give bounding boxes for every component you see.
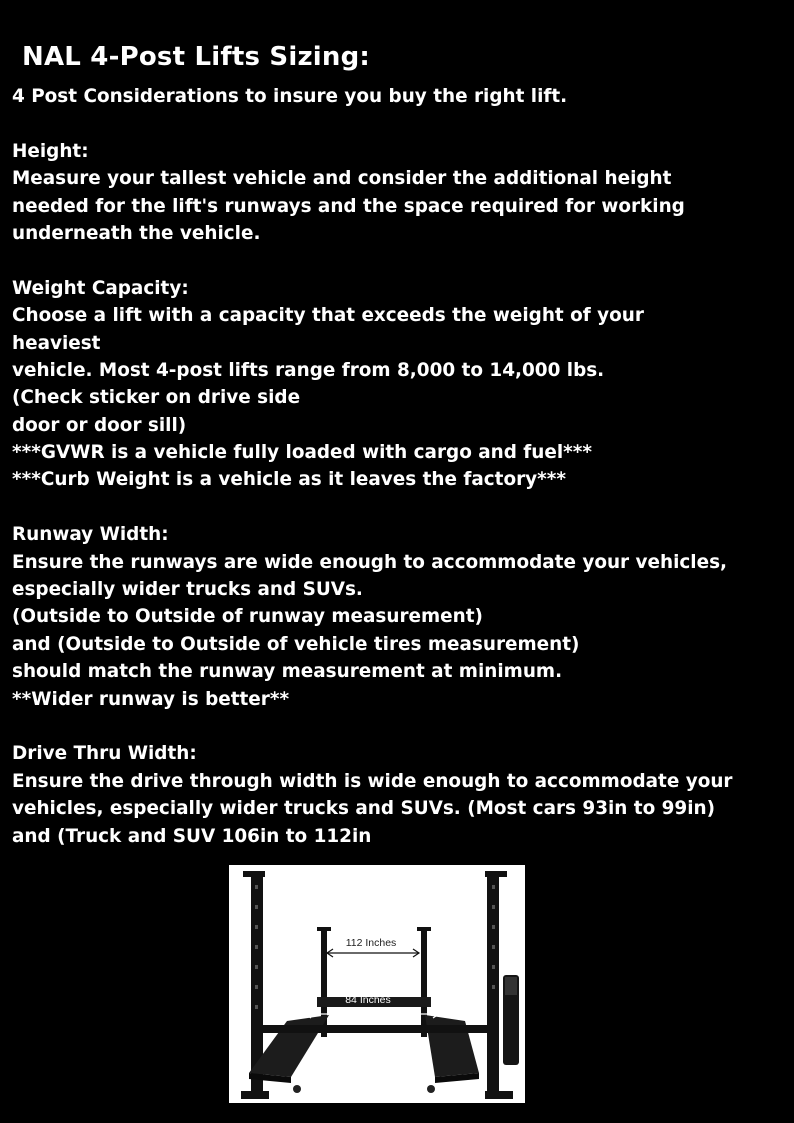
drive-thru-heading: Drive Thru Width: xyxy=(12,743,197,765)
article-body xyxy=(12,83,782,850)
height-text-line: needed for the lift's runways and the space required for working xyxy=(12,195,685,217)
runway-text-line: should match the runway measurement at minimum. xyxy=(12,661,563,683)
wider-runway-note: **Wider runway is better** xyxy=(12,688,290,710)
blank-line xyxy=(12,713,782,740)
drive-thru-text-line: vehicles, especially wider trucks and SUVs. (Most cars 93in to 99in) xyxy=(12,798,716,820)
height-heading: Height: xyxy=(12,140,89,162)
weight-text-line: vehicle. Most 4-post lifts range from 8,000 to 14,000 lbs. xyxy=(12,359,605,381)
blank-line xyxy=(12,110,782,137)
runway-text-line: and (Outside to Outside of vehicle tires measurement) xyxy=(12,633,580,655)
drive-thru-text-line: Ensure the drive through width is wide enough to accommodate your xyxy=(12,770,733,792)
weight-heading: Weight Capacity: xyxy=(12,277,189,299)
height-text-line: underneath the vehicle. xyxy=(12,222,261,244)
right-rear-post xyxy=(487,871,499,1097)
runway-heading: Runway Width: xyxy=(12,524,169,546)
blank-line xyxy=(12,494,782,521)
curb-weight-note: ***Curb Weight is a vehicle as it leaves the factory*** xyxy=(12,469,566,491)
weight-text-line: heaviest xyxy=(12,332,101,354)
runway-text-line: (Outside to Outside of runway measurement) xyxy=(12,606,483,628)
runway-text-line: Ensure the runways are wide enough to accommodate your vehicles, xyxy=(12,551,727,573)
runway-text-line: especially wider trucks and SUVs. xyxy=(12,579,363,601)
outer-width-label: 112 Inches xyxy=(345,937,397,949)
height-text-line: Measure your tallest vehicle and consider the additional height xyxy=(12,168,672,190)
weight-text-line: (Check sticker on drive side xyxy=(12,387,301,409)
weight-text-line: door or door sill) xyxy=(12,414,187,436)
blank-line xyxy=(12,247,782,274)
weight-text-line: Choose a lift with a capacity that exceeds the weight of your xyxy=(12,305,644,327)
page-title: NAL 4-Post Lifts Sizing: xyxy=(22,42,371,72)
drive-thru-text-line: and (Truck and SUV 106in to 112in xyxy=(12,825,372,847)
intro-line: 4 Post Considerations to insure you buy the right lift. xyxy=(12,86,568,107)
inner-width-label: 84 Inches xyxy=(345,994,391,1006)
gvwr-note: ***GVWR is a vehicle fully loaded with cargo and fuel*** xyxy=(12,442,593,464)
lift-photo xyxy=(229,865,525,1103)
